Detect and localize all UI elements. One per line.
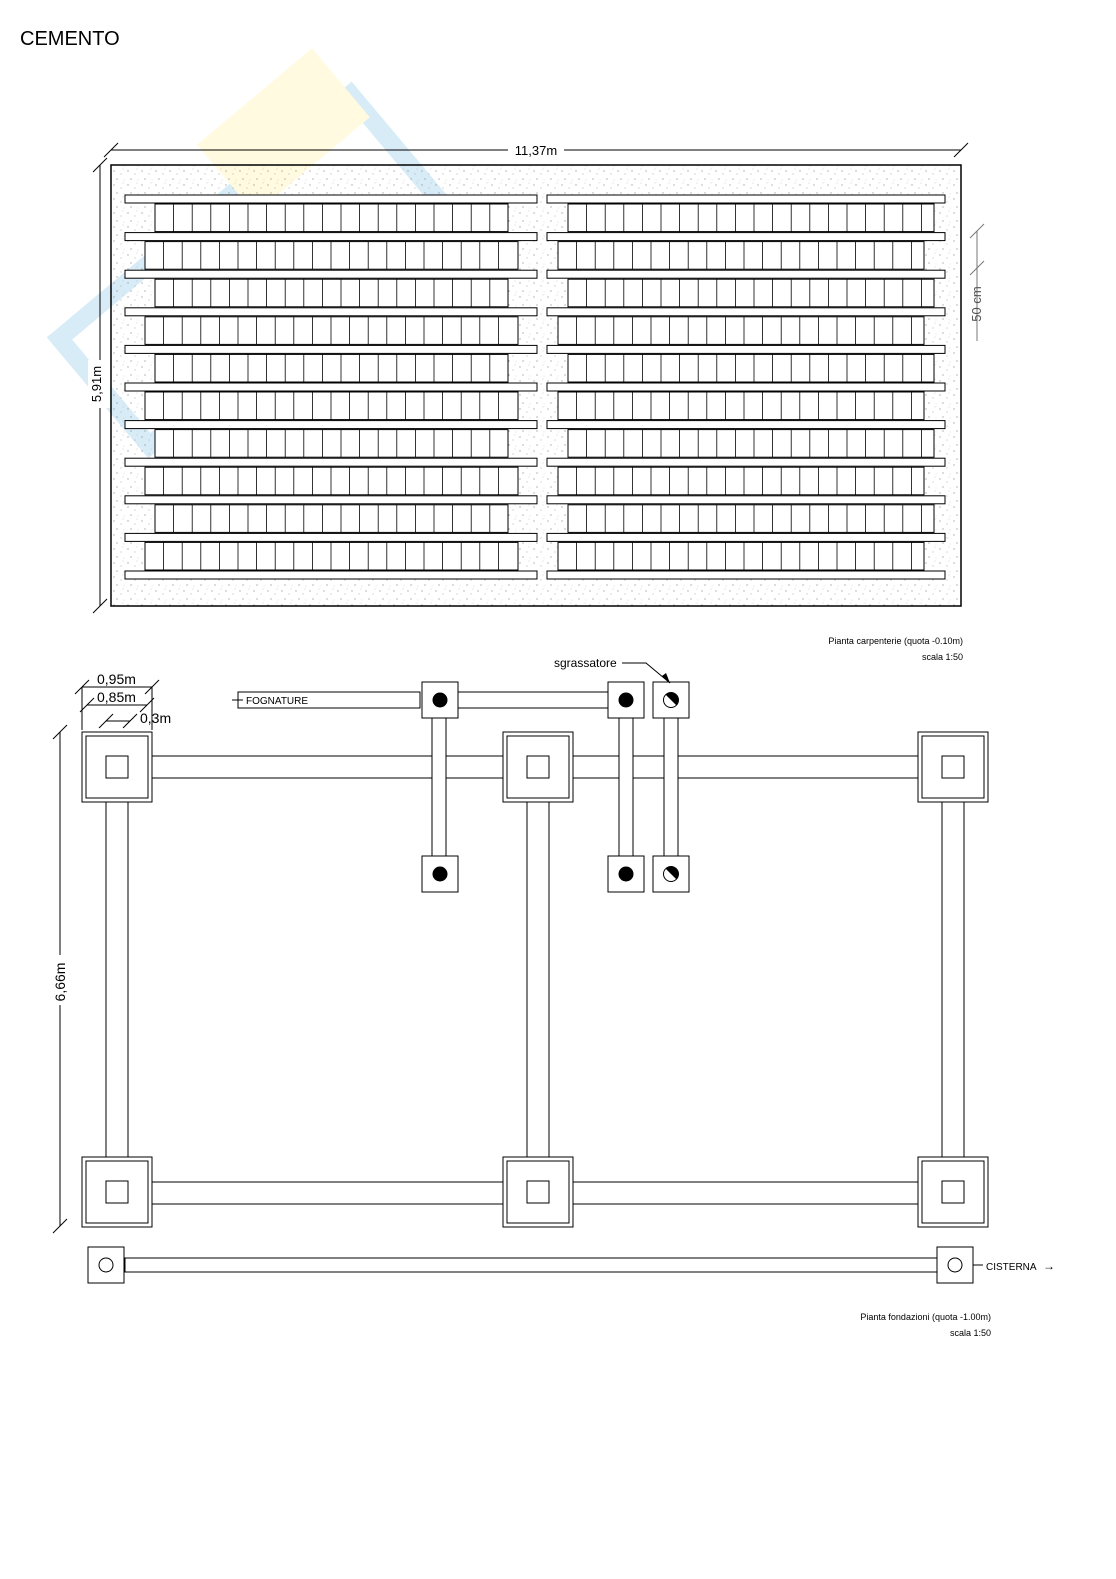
beam-right	[547, 233, 945, 241]
beam-right	[547, 533, 945, 541]
beam-right	[547, 270, 945, 278]
drain-pipe-vertical	[664, 718, 678, 856]
foundation-beam-bottom	[150, 1182, 504, 1204]
manhole-solid	[433, 693, 448, 708]
beam-right	[547, 195, 945, 203]
beam-left	[125, 458, 537, 466]
block-row-right	[568, 430, 934, 458]
beam-right	[547, 383, 945, 391]
beam-left	[125, 345, 537, 353]
block-row-right	[558, 242, 924, 270]
caption-top-line2: scala 1:50	[921, 652, 963, 662]
caption-bottom-line1: Pianta fondazioni (quota -1.00m)	[860, 1312, 991, 1322]
cisterna-arrow-icon: →	[1043, 1259, 1055, 1273]
dim-mid-label: 0,85m	[97, 689, 136, 705]
foundation-beam-vertical	[106, 800, 128, 1158]
caption-top-line1: Pianta carpenterie (quota -0.10m)	[828, 636, 963, 646]
cisterna-label: CISTERNA	[986, 1262, 1037, 1273]
block-row-left	[155, 279, 508, 307]
beam-left	[125, 421, 537, 429]
beam-right	[547, 345, 945, 353]
spacing-dimension	[969, 224, 984, 341]
beam-left	[125, 571, 537, 579]
block-row-left	[155, 505, 508, 533]
dim-inner-label: 0,3m	[140, 710, 172, 726]
plan-fondazioni	[82, 682, 988, 1283]
beam-left	[125, 270, 537, 278]
beam-left	[125, 233, 537, 241]
beam-left	[125, 195, 537, 203]
block-row-right	[558, 467, 924, 495]
manhole-solid	[433, 867, 448, 882]
cisterna-pipe	[125, 1258, 937, 1272]
drain-pipe-vertical	[619, 718, 633, 856]
block-row-right	[568, 505, 934, 533]
sgrassatore-label: sgrassatore	[554, 656, 617, 670]
block-row-left	[155, 430, 508, 458]
column	[106, 756, 128, 778]
block-row-left	[155, 204, 508, 232]
column	[942, 756, 964, 778]
dim-outer-label: 0,95m	[97, 671, 136, 687]
foundation-beam-top	[150, 756, 504, 778]
block-row-right	[558, 542, 924, 570]
page-title: CEMENTO	[20, 28, 120, 50]
drain-pipe	[458, 692, 608, 708]
beam-right	[547, 496, 945, 504]
block-row-right	[568, 204, 934, 232]
beam-right	[547, 421, 945, 429]
beam-right	[547, 571, 945, 579]
block-row-right	[568, 354, 934, 382]
beam-left	[125, 383, 537, 391]
foundation-beam-vertical	[527, 800, 549, 1158]
beam-left	[125, 496, 537, 504]
column	[527, 1181, 549, 1203]
foundation-height-label: 6,66m	[52, 962, 68, 1002]
beam-right	[547, 308, 945, 316]
height-dimension	[88, 158, 110, 613]
column	[942, 1181, 964, 1203]
fognature-label: FOGNATURE	[246, 696, 309, 707]
beam-left	[125, 308, 537, 316]
column	[106, 1181, 128, 1203]
width-label: 11,37m	[514, 143, 558, 158]
block-row-right	[558, 317, 924, 345]
column	[527, 756, 549, 778]
foundation-beam-vertical	[942, 800, 964, 1158]
beam-left	[125, 533, 537, 541]
spacing-label: 50 cm	[969, 286, 984, 322]
block-row-left	[155, 354, 508, 382]
height-label: 5,91m	[89, 365, 104, 403]
block-row-right	[558, 392, 924, 420]
beam-right	[547, 458, 945, 466]
manhole-solid	[619, 867, 634, 882]
foundation-beam-bottom	[572, 1182, 920, 1204]
caption-bottom-line2: scala 1:50	[949, 1328, 991, 1338]
plan-carpenterie	[111, 165, 961, 606]
block-row-right	[568, 279, 934, 307]
drain-pipe-vertical	[432, 718, 446, 856]
manhole-solid	[619, 693, 634, 708]
